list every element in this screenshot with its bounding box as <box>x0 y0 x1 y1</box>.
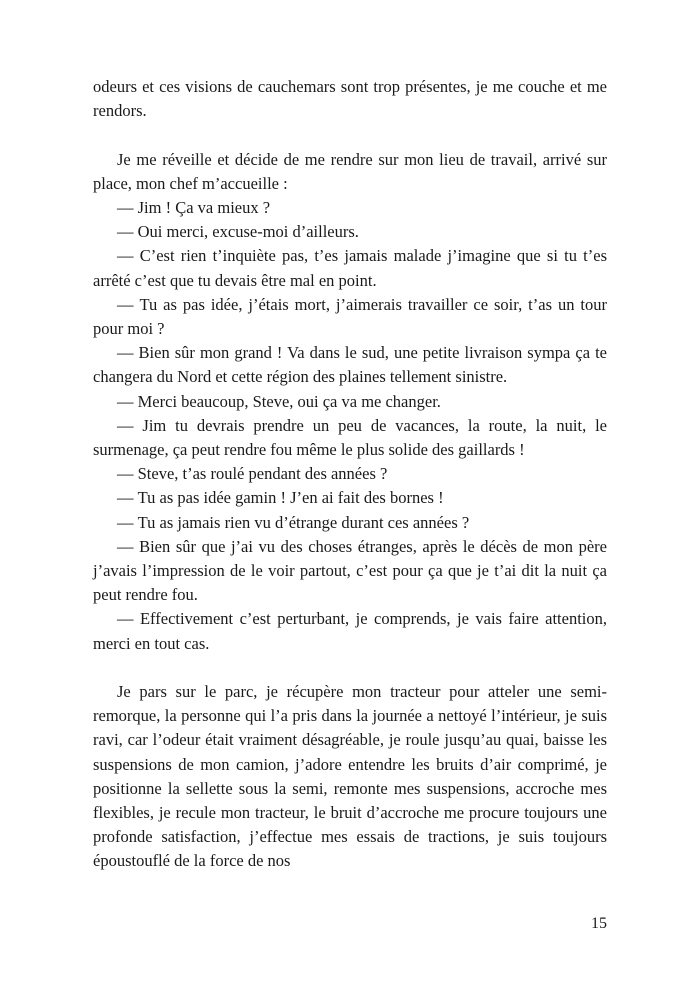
dialogue-line: — Oui merci, excuse-moi d’ailleurs. <box>117 222 359 242</box>
dialogue-line: — Jim tu devrais prendre un peu de vacances, la route, la nuit, le surmenage, ça peut rendre fou même le plus solide des gaillards ! <box>93 415 607 460</box>
paragraph: odeurs et ces visions de cauchemars sont trop présentes, je me couche et me rendors. <box>93 77 607 121</box>
dialogue-line: — Steve, t’as roulé pendant des années ? <box>117 464 388 484</box>
dialogue-line: — C’est rien t’inquiète pas, t’es jamais malade j’imagine que si tu t’es arrêté c’est que tu devais être mal en point. <box>93 246 607 290</box>
paragraph: Je pars sur le parc, je récupère mon tracteur pour atteler une semi-remorque, la personne qui l’a pris dans la journée a nettoyé l’intérieur, je suis ravi, car l’odeur était vraiment désagréable, je roule jusqu’au quai, baisse les suspensions de mon camion, j’adore entendre les bruits d’air comprimé, je positionne la sellette sous la semi, remonte mes suspensions, accroche mes flexibles, je recule mon tracteur, le bruit d’accroche me procure toujours une profonde satisfaction, j’effectue mes essais de tractions, je suis toujours époustouflé de la force de nos <box>93 682 607 871</box>
dialogue-line: — Bien sûr mon grand ! Va dans le sud, une petite livraison sympa ça te changera du Nord et cette région des plaines tellement sinistre. <box>93 343 607 387</box>
dialogue-line: — Tu as pas idée, j’étais mort, j’aimerais travailler ce soir, t’as un tour pour moi ? <box>93 294 607 339</box>
text-block <box>93 75 607 874</box>
page-number: 15 <box>591 915 607 932</box>
dialogue-line: — Effectivement c’est perturbant, je comprends, je vais faire attention, merci en tout cas. <box>93 609 607 653</box>
dialogue-line: — Merci beaucoup, Steve, oui ça va me changer. <box>117 391 441 411</box>
dialogue-line: — Tu as jamais rien vu d’étrange durant ces années ? <box>117 512 470 532</box>
dialogue-line: — Jim ! Ça va mieux ? <box>117 198 271 217</box>
dialogue-line: — Tu as pas idée gamin ! J’en ai fait des bornes ! <box>117 488 444 508</box>
paragraph: Je me réveille et décide de me rendre sur mon lieu de travail, arrivé sur place, mon chef m’accueille : <box>93 149 607 193</box>
dialogue-line: — Bien sûr que j’ai vu des choses étranges, après le décès de mon père j’avais l’impression de le voir partout, c’est pour ça que je t’ai dit la nuit ça peut rendre fou. <box>93 536 607 605</box>
